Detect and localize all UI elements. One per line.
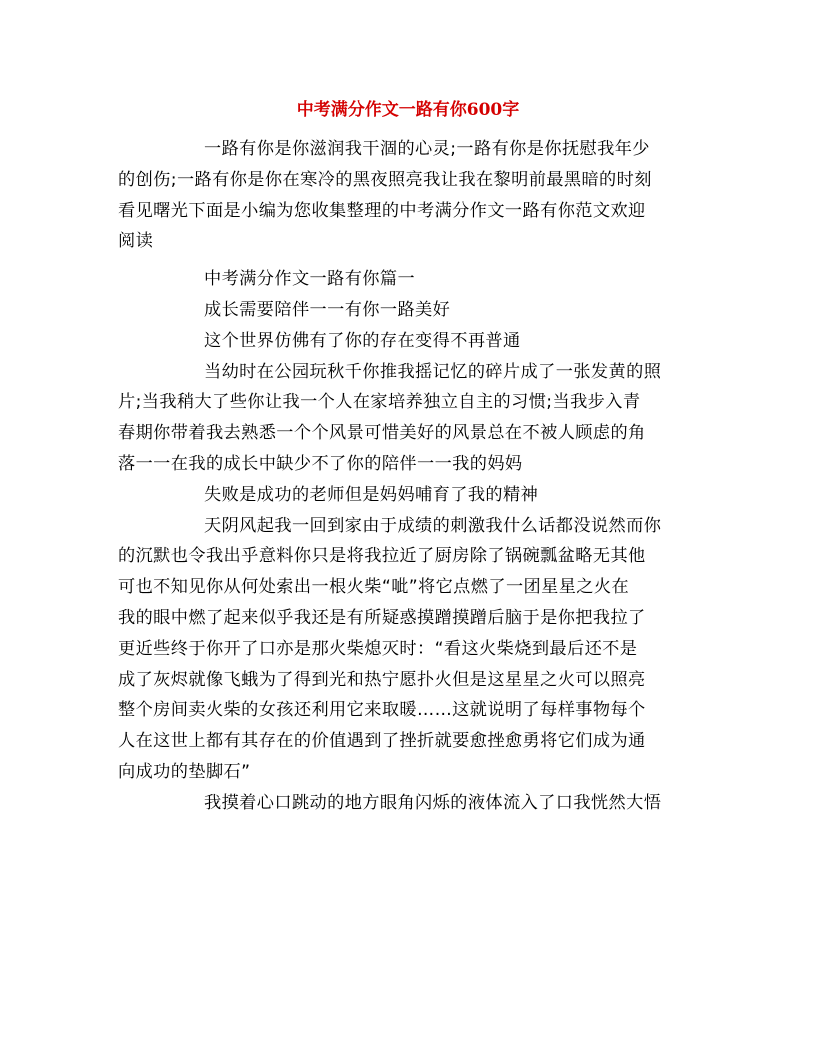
text-line: 的创伤;一路有你是你在寒冷的黑夜照亮我让我在黎明前最黑暗的时刻 [118, 169, 652, 190]
text-line: 成长需要陪伴一一有你一路美好 [204, 299, 451, 320]
text-line: 中考满分作文一路有你篇一 [204, 269, 416, 290]
text-line: 整个房间卖火柴的女孩还利用它来取暖……这就说明了每样事物每个 [118, 700, 646, 721]
text-line: 我的眼中燃了起来似乎我还是有所疑惑摸蹭摸蹭后脑于是你把我拉了 [118, 607, 646, 628]
text-line: 看见曙光下面是小编为您收集整理的中考满分作文一路有你范文欢迎 [118, 200, 646, 221]
text-line: 片;当我稍大了些你让我一个人在家培养独立自主的习惯;当我步入青 [118, 392, 641, 413]
paragraph [118, 134, 690, 257]
text-line: 成了灰烬就像飞蛾为了得到光和热宁愿扑火但是这星星之火可以照亮 [118, 669, 646, 690]
paragraph [118, 357, 690, 480]
text-line: 当幼时在公园玩秋千你推我摇记忆的碎片成了一张发黄的照 [204, 361, 662, 382]
text-line: 可也不知见你从何处索出一根火柴“呲”将它点燃了一团星星之火在 [118, 577, 630, 598]
paragraph [118, 511, 690, 788]
document-body [118, 134, 690, 819]
text-line: 阅读 [118, 231, 154, 252]
text-line: 这个世界仿佛有了你的存在变得不再普通 [204, 330, 521, 351]
text-line: 春期你带着我去熟悉一个个风景可惜美好的风景总在不被人顾虑的角 [118, 423, 646, 444]
text-line: 天阴风起我一回到家由于成绩的刺激我什么话都没说然而你 [204, 515, 662, 536]
text-line: 失败是成功的老师但是妈妈哺育了我的精神 [204, 484, 539, 505]
document-title: 中考满分作文一路有你600字 [296, 100, 520, 120]
text-line: 我摸着心口跳动的地方眼角闪烁的液体流入了口我恍然大悟 [204, 792, 662, 813]
paragraph [118, 295, 690, 326]
text-line: 的沉默也令我出乎意料你只是将我拉近了厨房除了锅碗瓢盆略无其他 [118, 546, 646, 567]
text-line: 一路有你是你滋润我干涸的心灵;一路有你是你抚慰我年少 [204, 139, 650, 159]
paragraph [118, 480, 690, 511]
paragraph [118, 788, 690, 819]
text-line: 人在这世上都有其存在的价值遇到了挫折就要愈挫愈勇将它们成为通 [118, 731, 646, 752]
paragraph [118, 264, 690, 295]
paragraph [118, 326, 690, 357]
text-line: 更近些终于你开了口亦是那火柴熄灭时：“看这火柴烧到最后还不是 [118, 638, 638, 659]
text-line: 落一一在我的成长中缺少不了你的陪伴一一我的妈妈 [118, 453, 523, 474]
text-line: 向成功的垫脚石” [118, 761, 251, 782]
